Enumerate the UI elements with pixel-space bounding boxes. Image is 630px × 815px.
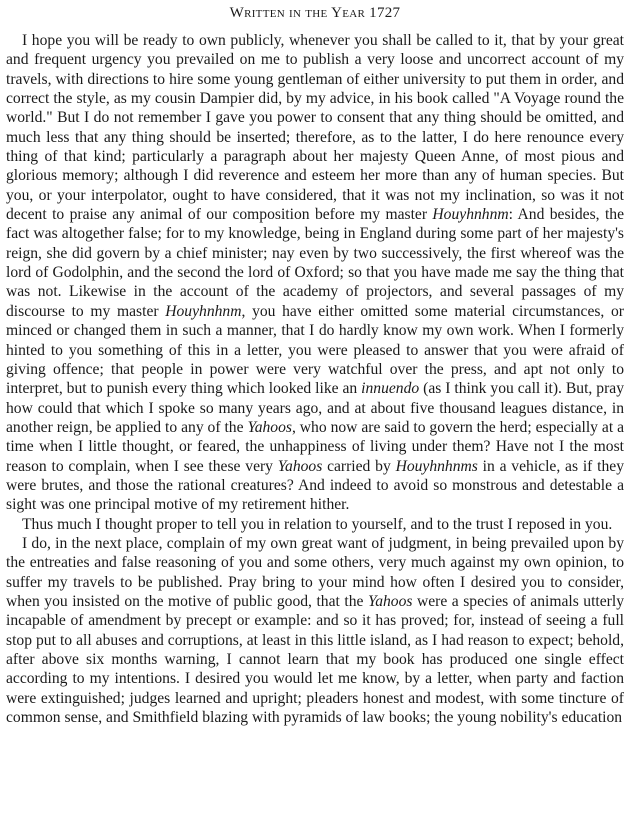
text-run: I hope you will be ready to own publicly, whenever you shall be called to it, that by your great and frequent urgency you prevailed on me to publish a very loose and uncorrect account of my travels, with directions to hire some young gentleman of either university to put them in order, and correct the style, as my cousin Dampier did, by my advice, in his book called "A Voyage round the world." But I do not remember I gave you power to consent that any thing should be omitted, and much less that any thing should be inserted; therefore, as to the latter, I do here renounce every thing of that kind; particularly a paragraph about her majesty Queen Anne, of most pious and glorious memory; although I did reverence and esteem her more than any of human species. But you, or your interpolator, ought to have considered, that it was not my inclination, so was it not decent to praise any animal of our composition before my master <box>6 32 624 224</box>
text-run: (as I think you call it). But, pray how could that which I spoke so many years ago, and at about five thousand leagues distance, in another reign, be applied to any of the <box>6 380 624 436</box>
letter-body <box>6 31 624 727</box>
paragraph <box>6 31 624 515</box>
italic-term: Houyhnhnm <box>432 206 509 224</box>
text-run: , who now are said to govern the herd; especially at a time when I little thought, or feared, the unhappiness of living under them? Have not I the most reason to complain, when I see these very <box>6 418 625 475</box>
italic-term: Yahoos <box>277 457 323 475</box>
text-run: : And besides, the fact was altogether false; for to my knowledge, being in England during some part of her majesty's reign, she did govern by a chief minister; nay even by two successively, the first whereof was the lord of Godolphin, and the second the lord of Oxford; so that you have made me say the thing that was not. Likewise in the account of the academy of projectors, and several passages of my discourse to my master <box>6 206 624 320</box>
italic-term: Houyhnhnms <box>395 457 478 475</box>
running-title: Written in the Year 1727 <box>229 5 401 21</box>
italic-term: Yahoos <box>247 418 292 436</box>
paragraph <box>6 534 624 727</box>
italic-term: Yahoos <box>367 592 413 610</box>
text-run: in a vehicle, as if they were brutes, and those the rational creatures? And indeed to avoid so monstrous and detestable a sight was one principal motive of my retirement hither. <box>6 457 624 514</box>
paragraph <box>6 515 624 534</box>
text-run: Thus much I thought proper to tell you in relation to yourself, and to the trust I reposed in you. <box>22 515 613 533</box>
text-run: , you have either omitted some material circumstances, or minced or changed them in such a manner, that I do hardly know my own work. When I formerly hinted to you something of this in a letter, you were pleased to answer that you were afraid of giving offence; that people in power were very watchful over the press, and apt not only to interpret, but to punish every thing which looked like an <box>6 302 624 398</box>
italic-term: innuendo <box>361 380 420 398</box>
text-run: carried by <box>322 457 396 475</box>
text-run: were a species of animals utterly incapable of amendment by precept or example: and so it has proved; for, instead of seeing a full stop put to all abuses and corruptions, at least in this little island, as I had reason to expect; behold, after above six months warning, I cannot learn that my book has produced one single effect according to my intentions. I desired you would let me know, by a letter, when party and faction were extinguished; judges learned and upright; pleaders honest and modest, with some tincture of common sense, and Smithfield blazing with pyramids of law books; the young nobility's education <box>6 592 625 727</box>
text-run: I do, in the next place, complain of my own great want of judgment, in being prevailed upon by the entreaties and false reasoning of you and some others, very much against my own opinion, to suffer my travels to be published. Pray bring to your mind how often I desired you to consider, when you insisted on the motive of public good, that the <box>6 534 624 610</box>
italic-term: Houyhnhnm <box>165 302 242 320</box>
